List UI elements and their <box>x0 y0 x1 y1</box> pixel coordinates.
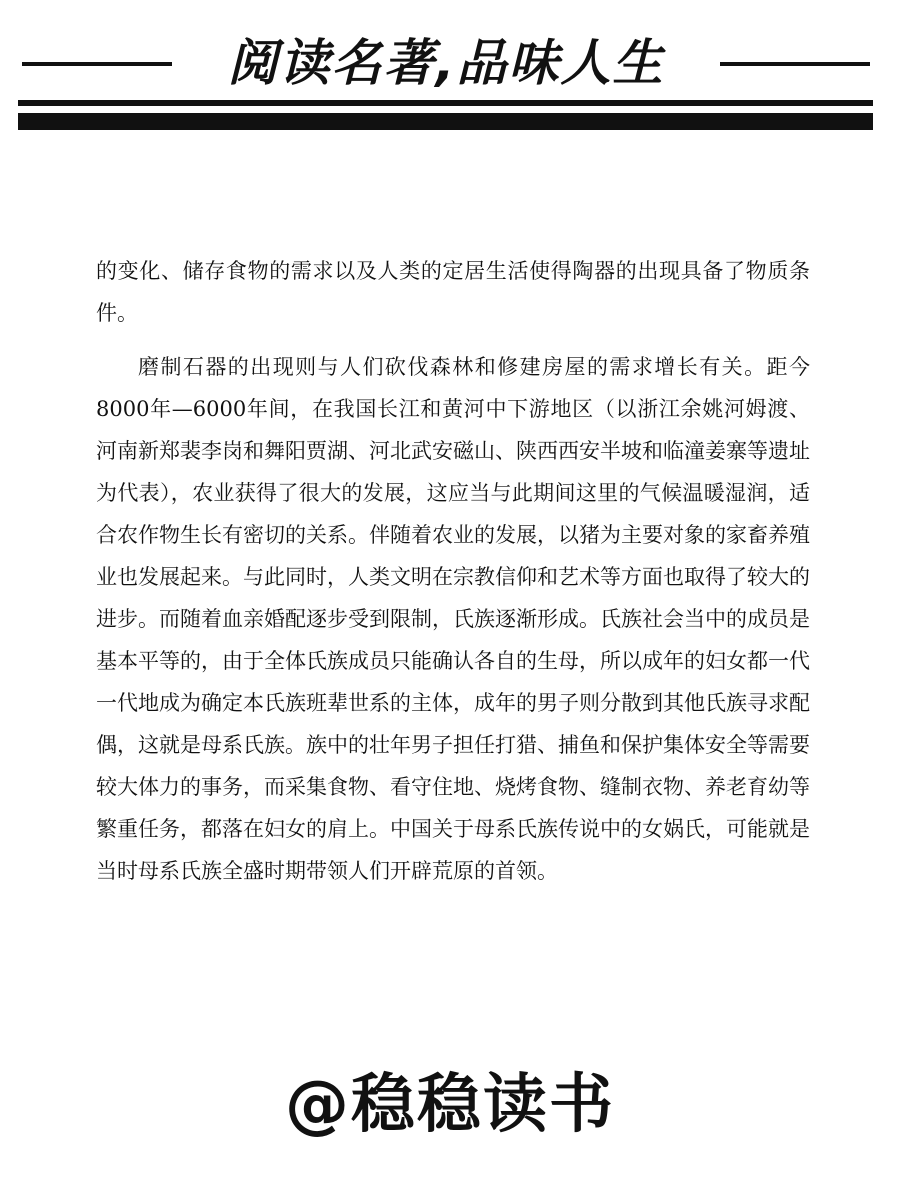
header-band-thin <box>18 100 873 106</box>
page-title: 阅读名著,品味人生 <box>227 34 665 92</box>
header-rule-left <box>22 62 172 66</box>
header-band-thick <box>18 113 873 130</box>
article-body <box>96 250 810 904</box>
header-rule-right <box>720 62 870 66</box>
paragraph: 磨制石器的出现则与人们砍伐森林和修建房屋的需求增长有关。距今8000年—6000年间，在我国长江和黄河中下游地区（以浙江余姚河姆渡、河南新郑裴李岗和舞阳贾湖、河北武安磁山、陕西西安半坡和临潼姜寨等遗址为代表），农业获得了很大的发展，这应当与此期间这里的气候温暖湿润，适合农作物生长有密切的关系。伴随着农业的发展，以猪为主要对象的家畜养殖业也发展起来。与此同时，人类文明在宗教信仰和艺术等方面也取得了较大的进步。而随着血亲婚配逐步受到限制，氏族逐渐形成。氏族社会当中的成员是基本平等的，由于全体氏族成员只能确认各自的生母，所以成年的妇女都一代一代地成为确定本氏族班辈世系的主体，成年的男子则分散到其他氏族寻求配偶，这就是母系氏族。族中的壮年男子担任打猎、捕鱼和保护集体安全等需要较大体力的事务，而采集食物、看守住地、烧烤食物、缝制衣物、养老育幼等繁重任务，都落在妇女的肩上。中国关于母系氏族传说中的女娲氏，可能就是当时母系氏族全盛时期带领人们开辟荒原的首领。 <box>96 355 810 883</box>
paragraph: 的变化、储存食物的需求以及人类的定居生活使得陶器的出现具备了物质条件。 <box>96 259 810 325</box>
signature-watermark: @稳稳读书 <box>285 1068 615 1142</box>
page-header <box>0 0 900 140</box>
